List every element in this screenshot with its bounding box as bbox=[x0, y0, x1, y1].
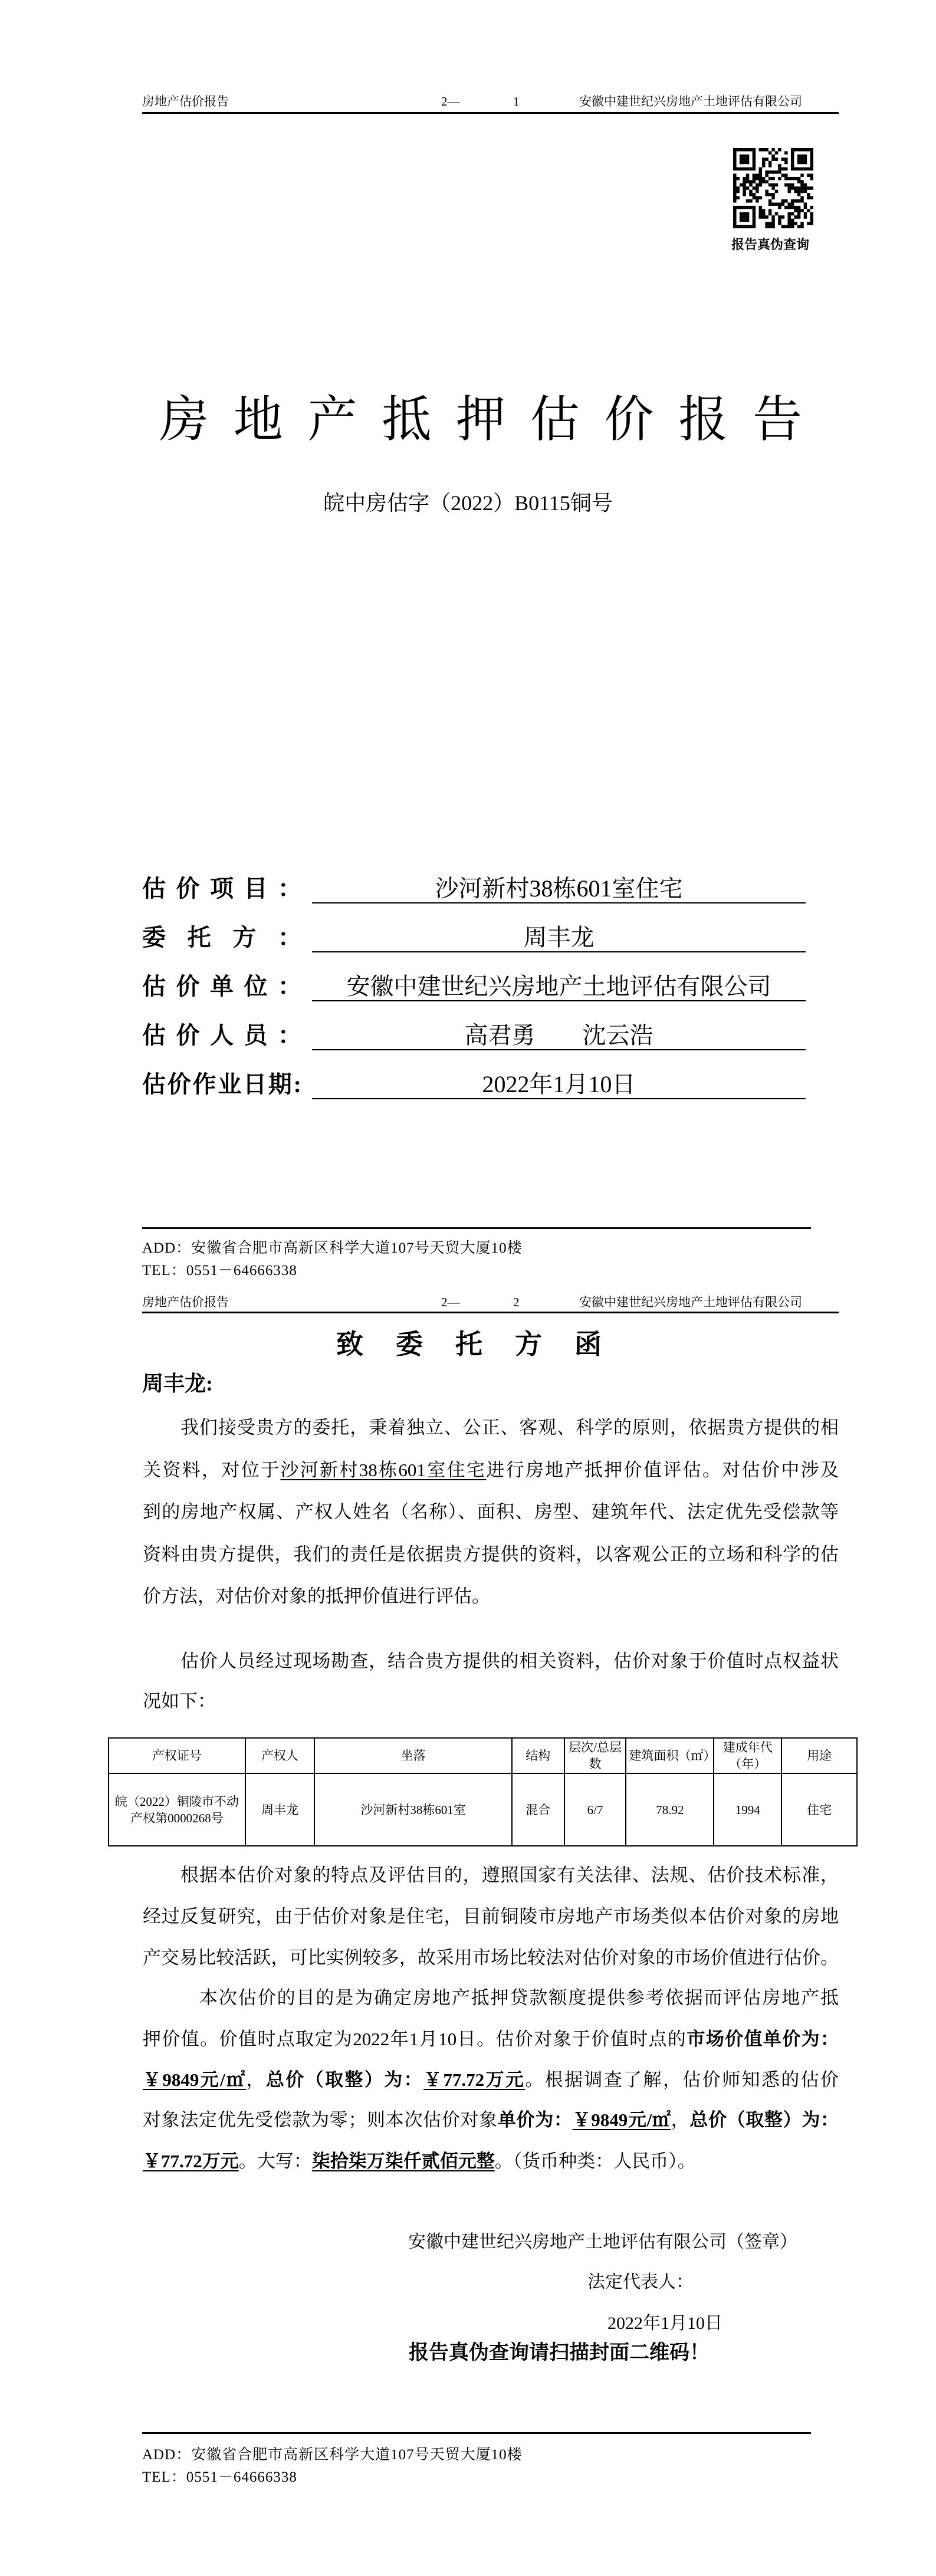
table-header: 产权人 bbox=[245, 1738, 315, 1773]
letter-addressee: 周丰龙: bbox=[142, 1372, 213, 1395]
table-header-row bbox=[109, 1738, 857, 1773]
report-number: 皖中房估字（2022）B0115铜号 bbox=[323, 491, 613, 515]
footer-address: ADD：安徽省合肥市高新区科学大道107号天贸大厦10楼 bbox=[142, 1240, 523, 1256]
letter-line bbox=[180, 1648, 839, 1674]
table-header: 建筑面积（㎡） bbox=[626, 1738, 714, 1773]
emphasized-value: ￥9849元/㎡ bbox=[143, 2069, 247, 2090]
letter-line bbox=[199, 1985, 839, 2011]
signature-company: 安徽中建世纪兴房地产土地评估有限公司（签章） bbox=[408, 2232, 797, 2252]
header-page-number: 1 bbox=[513, 94, 520, 109]
letter-line bbox=[143, 1457, 839, 1483]
field-date bbox=[142, 1070, 806, 1099]
text-segment: ， bbox=[671, 2110, 690, 2130]
report-title: 房地产抵押估价报告 bbox=[159, 393, 802, 448]
letter-line bbox=[143, 2067, 839, 2093]
table-header: 结构 bbox=[512, 1738, 564, 1773]
table-header: 建成年代（年） bbox=[714, 1738, 781, 1773]
field-project bbox=[142, 874, 806, 903]
footer-phone: TEL：0551－64666338 bbox=[142, 1263, 297, 1279]
footer-address: ADD：安徽省合肥市高新区科学大道107号天贸大厦10楼 bbox=[142, 2447, 523, 2463]
table-header: 坐落 bbox=[314, 1738, 511, 1773]
text-segment: 价方法，对估价对象的抵押价值进行评估。 bbox=[143, 1586, 490, 1606]
field-client bbox=[142, 923, 806, 952]
footer-divider bbox=[142, 1227, 811, 1229]
text-segment: 。（货币种类：人民币）。 bbox=[494, 2151, 696, 2171]
text-segment: 单价为： bbox=[497, 2110, 573, 2130]
text-segment: 押价值。价值时点取定为2022年1月10日。估价对象于价值时点的 bbox=[143, 2029, 687, 2049]
letter-line bbox=[143, 1904, 839, 1930]
field-label: 估价单位： bbox=[142, 973, 301, 1000]
verify-note: 报告真伪查询请扫描封面二维码！ bbox=[409, 2342, 710, 2364]
header-company: 安徽中建世纪兴房地产土地评估有限公司 bbox=[579, 94, 802, 109]
text-segment: 根据本估价对象的特点及评估目的，遵照国家有关法律、法规、估价技术标准， bbox=[180, 1865, 839, 1885]
property-table bbox=[108, 1737, 858, 1846]
table-header: 层次/总层数 bbox=[564, 1738, 626, 1773]
table-cell: 沙河新村38栋601室 bbox=[314, 1773, 511, 1846]
text-segment: 我们接受贵方的委托，秉着独立、公正、客观、科学的原则，依据贵方提供的相 bbox=[180, 1417, 839, 1438]
text-segment: 到的房地产权属、产权人姓名（名称）、面积、房型、建筑年代、法定优先受偿款等 bbox=[143, 1501, 839, 1522]
field-appraisers bbox=[142, 1021, 806, 1050]
letter-line bbox=[180, 1862, 839, 1888]
text-segment: 对象法定优先受偿款为零；则本次估价对象 bbox=[143, 2110, 498, 2130]
header-title: 房地产估价报告 bbox=[142, 94, 229, 109]
table-cell: 混合 bbox=[512, 1773, 564, 1846]
qr-label: 报告真伪查询 bbox=[731, 237, 810, 252]
footer-phone: TEL：0551－64666338 bbox=[142, 2469, 297, 2485]
header-divider bbox=[142, 112, 839, 114]
signature-date: 2022年1月10日 bbox=[607, 2314, 722, 2333]
letter-line bbox=[143, 1583, 839, 1609]
table-header: 用途 bbox=[781, 1738, 857, 1773]
emphasized-value: ￥77.72万元 bbox=[423, 2069, 526, 2090]
letter-line bbox=[143, 2026, 839, 2052]
text-segment: 本次估价的目的是为确定房地产抵押贷款额度提供参考依据而评估房地产抵 bbox=[199, 1987, 839, 2008]
field-value: 安徽中建世纪兴房地产土地评估有限公司 bbox=[312, 972, 806, 1001]
text-segment: ， bbox=[246, 2069, 266, 2090]
text-segment: 进行房地产抵押价值评估。对估价中涉及 bbox=[486, 1460, 839, 1480]
field-label: 估价人员： bbox=[142, 1022, 301, 1049]
field-appraiser-org bbox=[142, 972, 806, 1001]
letter-title: 致委托方函 bbox=[336, 1329, 602, 1359]
field-label: 估价作业日期: bbox=[142, 1071, 301, 1098]
field-value: 高君勇 沈云浩 bbox=[312, 1021, 806, 1050]
qr-code[interactable] bbox=[733, 147, 813, 229]
table-row bbox=[109, 1773, 857, 1846]
table-cell: 78.92 bbox=[626, 1773, 714, 1846]
text-segment: 资料由贵方提供，我们的责任是依据贵方提供的资料，以客观公正的立场和科学的估 bbox=[143, 1544, 839, 1565]
emphasized-value: 沙河新村38栋601室住宅 bbox=[280, 1460, 487, 1480]
emphasized-value: ￥77.72万元 bbox=[143, 2151, 239, 2171]
emphasized-value: 柒拾柒万柒仟贰佰元整 bbox=[311, 2151, 495, 2171]
letter-line bbox=[143, 1542, 839, 1568]
text-segment: 市场价值单价为： bbox=[687, 2029, 839, 2049]
letter-line bbox=[143, 1945, 839, 1971]
table-cell: 6/7 bbox=[564, 1773, 626, 1846]
header-page-prefix: 2— bbox=[441, 94, 460, 109]
header-page-prefix: 2— bbox=[441, 1295, 460, 1309]
letter-line bbox=[143, 2148, 839, 2174]
text-segment: 关资料，对位于 bbox=[143, 1460, 281, 1480]
header-company: 安徽中建世纪兴房地产土地评估有限公司 bbox=[579, 1295, 802, 1309]
letter-line bbox=[143, 2107, 839, 2133]
text-segment: 。大写： bbox=[238, 2151, 312, 2171]
header-page-number: 2 bbox=[513, 1295, 520, 1309]
text-segment: 估价人员经过现场勘查，结合贵方提供的相关资料，估价对象于价值时点权益状 bbox=[180, 1651, 839, 1671]
letter-line bbox=[143, 1688, 839, 1714]
header-divider bbox=[142, 1312, 839, 1313]
text-segment: 总价（取整）为： bbox=[265, 2069, 423, 2090]
text-segment: 产交易比较活跃，可比实例较多，故采用市场比较法对估价对象的市场价值进行估价。 bbox=[143, 1947, 839, 1968]
field-value: 2022年1月10日 bbox=[312, 1070, 806, 1099]
table-cell: 皖（2022）铜陵市不动产权第0000268号 bbox=[109, 1773, 245, 1846]
text-segment: 总价（取整）为： bbox=[689, 2110, 839, 2130]
text-segment: 经过反复研究，由于估价对象是住宅，目前铜陵市房地产市场类似本估价对象的房地 bbox=[143, 1906, 839, 1927]
text-segment: 况如下： bbox=[143, 1691, 216, 1711]
field-label: 估价项目： bbox=[142, 875, 301, 902]
table-cell: 住宅 bbox=[781, 1773, 857, 1846]
table-cell: 1994 bbox=[714, 1773, 781, 1846]
table-cell: 周丰龙 bbox=[245, 1773, 315, 1846]
field-label: 委托方： bbox=[142, 924, 301, 951]
emphasized-value: ￥9849元/㎡ bbox=[572, 2110, 671, 2130]
field-value: 沙河新村38栋601室住宅 bbox=[312, 874, 806, 903]
footer-divider bbox=[142, 2432, 811, 2434]
table-header: 产权证号 bbox=[109, 1738, 245, 1773]
header-title: 房地产估价报告 bbox=[142, 1295, 229, 1309]
signature-legal-rep: 法定代表人： bbox=[587, 2272, 694, 2292]
field-value: 周丰龙 bbox=[312, 923, 806, 952]
letter-line bbox=[143, 1499, 839, 1525]
text-segment: 。根据调查了解，估价师知悉的估价 bbox=[525, 2069, 839, 2090]
letter-line bbox=[180, 1415, 839, 1441]
